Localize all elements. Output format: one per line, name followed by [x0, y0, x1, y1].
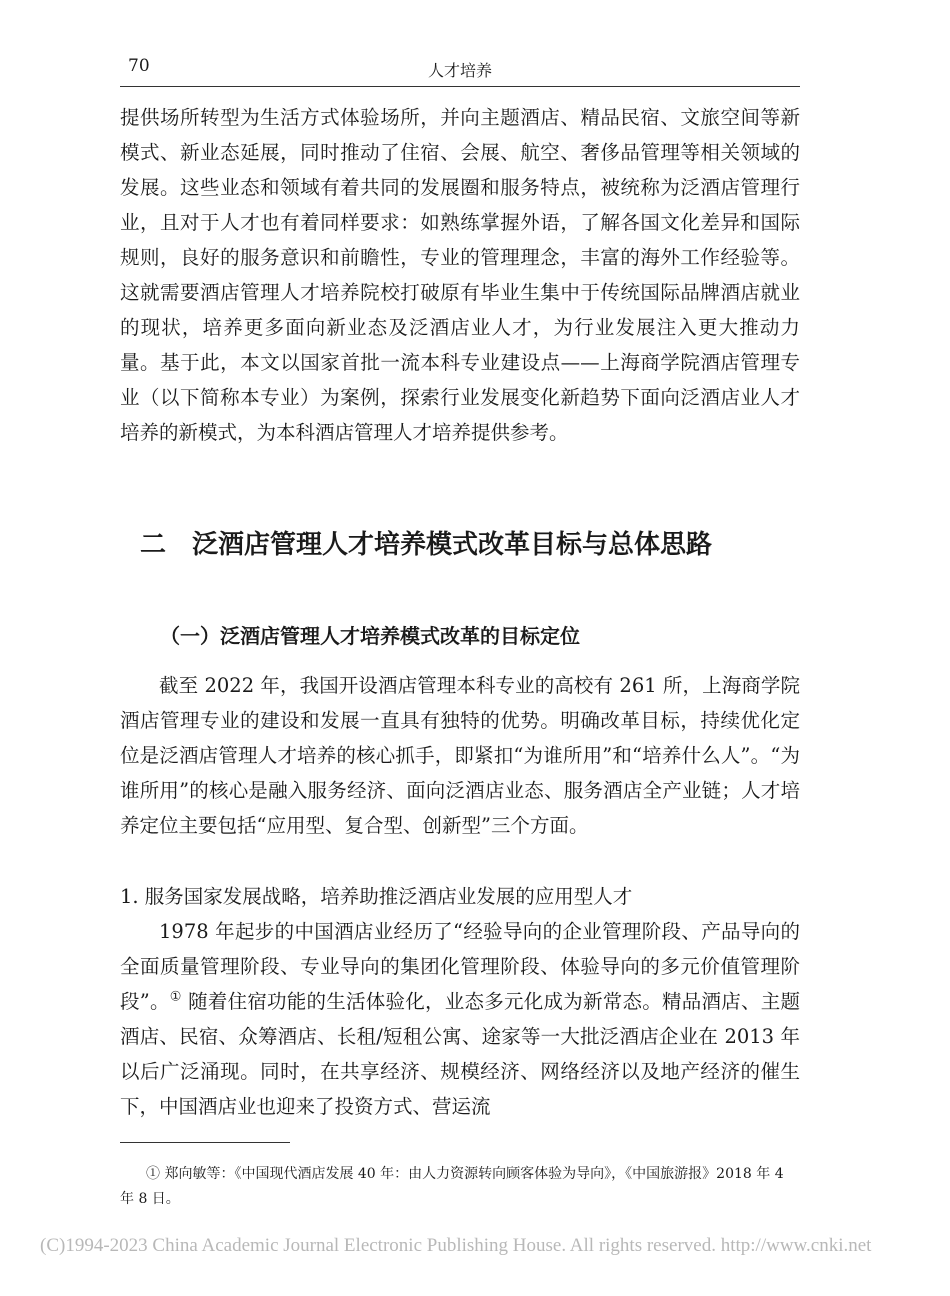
paragraph-3-before-note: 1978 年起步的中国酒店业经历了“经验导向的企业管理阶段、产品导向的全面质量管理阶段、专业导向的集团化管理阶段、体验导向的多元价值管理阶段”。: [120, 920, 800, 1013]
section-number: 二: [140, 530, 167, 560]
body-paragraph-3: [120, 914, 800, 1124]
footnote-divider: [120, 1142, 290, 1143]
body-paragraph-2: 截至 2022 年，我国开设酒店管理本科专业的高校有 261 所，上海商学院酒店管理专业的建设和发展一直具有独特的优势。明确改革目标，持续优化定位是泛酒店管理人才培养的核心抓手，即紧扣“为谁所用”和“培养什么人”。“为谁所用”的核心是融入服务经济、面向泛酒店业态、服务酒店全产业链；人才培养定位主要包括“应用型、复合型、创新型”三个方面。: [120, 674, 800, 837]
section-title: 泛酒店管理人才培养模式改革目标与总体思路: [192, 530, 713, 560]
footnote: ① 郑向敏等：《中国现代酒店发展 40 年：由人力资源转向顾客体验为导向》，《中国旅游报》2018 年 4 年 8 日。: [120, 1166, 784, 1207]
footnote-marker[interactable]: ①: [169, 989, 182, 1005]
paragraph-3-after-note: 随着住宿功能的生活体验化，业态多元化成为新常态。精品酒店、主题酒店、民宿、众筹酒店、长租/短租公寓、途家等一大批泛酒店企业在 2013 年以后广泛涌现。同时，在共享经济、规模经济、网络经济以及地产经济的催生下，中国酒店业也迎来了投资方式、营运流: [120, 990, 800, 1118]
page-header: [120, 52, 800, 87]
subsection-heading: （一）泛酒店管理人才培养模式改革的目标定位: [160, 624, 580, 648]
copyright-watermark: (C)1994-2023 China Academic Journal Electronic Publishing House. All rights reserved. http://www.cnki.net: [40, 1235, 872, 1256]
body-paragraph-1: 提供场所转型为生活方式体验场所，并向主题酒店、精品民宿、文旅空间等新模式、新业态延展，同时推动了住宿、会展、航空、奢侈品管理等相关领域的发展。这些业态和领域有着共同的发展圈和服务特点，被统称为泛酒店管理行业，且对于人才也有着同样要求：如熟练掌握外语，了解各国文化差异和国际规则，良好的服务意识和前瞻性，专业的管理理念，丰富的海外工作经验等。这就需要酒店管理人才培养院校打破原有毕业生集中于传统国际品牌酒店就业的现状，培养更多面向新业态及泛酒店业人才，为行业发展注入更大推动力量。基于此，本文以国家首批一流本科专业建设点——上海商学院酒店管理专业（以下简称本专业）为案例，探索行业发展变化新趋势下面向泛酒店业人才培养的新模式，为本科酒店管理人才培养提供参考。: [120, 106, 800, 444]
running-title: 人才培养: [427, 61, 492, 80]
page-number: 70: [128, 56, 150, 76]
section-heading: [140, 524, 712, 561]
numbered-point-1: 1. 服务国家发展战略，培养助推泛酒店业发展的应用型人才: [120, 885, 633, 908]
